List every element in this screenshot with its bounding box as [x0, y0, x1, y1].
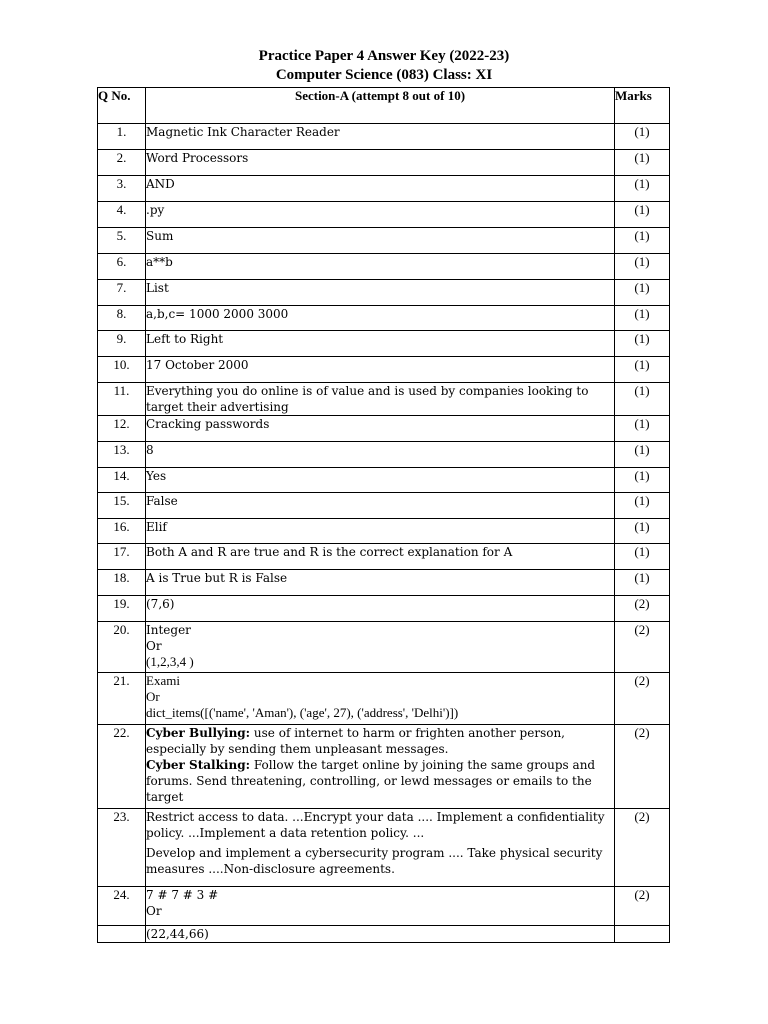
question-number: 9.: [98, 331, 146, 357]
answer-cell: 8: [146, 442, 615, 468]
marks-cell: (1): [615, 544, 670, 570]
question-number: 5.: [98, 228, 146, 254]
answer-cell: [146, 622, 615, 673]
answer-cell: Magnetic Ink Character Reader: [146, 124, 615, 150]
answer-cell: Yes: [146, 468, 615, 493]
answer-cell: AND: [146, 176, 615, 202]
table-row: [98, 570, 670, 596]
answer-cell: A is True but R is False: [146, 570, 615, 596]
answer-paragraph: [146, 757, 614, 805]
answer-cell: Both A and R are true and R is the correct explanation for A: [146, 544, 615, 570]
question-number: 14.: [98, 468, 146, 493]
marks-cell: (1): [615, 124, 670, 150]
answer-line: Or: [146, 639, 162, 653]
answer-cell: [146, 725, 615, 809]
answer-cell: Elif: [146, 519, 615, 544]
answer-paragraph: Restrict access to data. ...Encrypt your data .... Implement a confidentiality policy. ...Implement a data retention policy. ...: [146, 810, 605, 840]
table-row: [98, 725, 670, 809]
answer-paragraph: [146, 725, 614, 757]
answer-cell: [146, 809, 615, 887]
marks-cell: (1): [615, 357, 670, 383]
table-row: [98, 124, 670, 150]
table-row: [98, 254, 670, 280]
marks-cell: (1): [615, 228, 670, 254]
marks-cell: (2): [615, 725, 670, 809]
answer-paragraph: Develop and implement a cybersecurity program .... Take physical security measures ....Non-disclosure agreements.: [146, 846, 603, 876]
table-row: [98, 357, 670, 383]
question-number: 7.: [98, 280, 146, 306]
answer-key-table: [97, 87, 670, 943]
question-number: 24.: [98, 887, 146, 926]
answer-cell: Word Processors: [146, 150, 615, 176]
marks-cell: (1): [615, 570, 670, 596]
answer-line: 7 # 7 # 3 #: [146, 888, 219, 902]
question-number: 19.: [98, 596, 146, 622]
table-row: [98, 622, 670, 673]
marks-cell-empty: [615, 926, 670, 943]
answer-line: Exami: [146, 673, 180, 688]
question-number: 1.: [98, 124, 146, 150]
marks-cell: (1): [615, 468, 670, 493]
answer-cell: Left to Right: [146, 331, 615, 357]
table-row: [98, 519, 670, 544]
simple-rows: [98, 124, 670, 622]
answer-line: (1,2,3,4 ): [146, 654, 194, 669]
term-label: Cyber Bullying:: [146, 726, 251, 740]
term-definition: use of internet to harm or frighten another person, especially by sending them unpleasant messages.: [146, 726, 565, 756]
question-number: 22.: [98, 725, 146, 809]
marks-cell: (1): [615, 519, 670, 544]
table-row: [98, 544, 670, 570]
answer-line: Integer: [146, 623, 191, 637]
marks-cell: (1): [615, 331, 670, 357]
marks-cell: (1): [615, 176, 670, 202]
question-number: 12.: [98, 416, 146, 442]
table-row: [98, 596, 670, 622]
answer-cell: [146, 887, 615, 926]
answer-cell: Cracking passwords: [146, 416, 615, 442]
question-number: 2.: [98, 150, 146, 176]
term-definition: Follow the target online by joining the same groups and forums. Send threatening, controlling, or lewd messages or emails to the target: [146, 758, 596, 804]
answer-cell: a,b,c= 1000 2000 3000: [146, 306, 615, 331]
question-number: 15.: [98, 493, 146, 519]
table-row: [98, 926, 670, 943]
answer-line: Or: [146, 689, 160, 704]
marks-cell: (1): [615, 254, 670, 280]
answer-cell: List: [146, 280, 615, 306]
marks-cell: (1): [615, 383, 670, 416]
col-header-qno: Q No.: [98, 88, 146, 124]
question-number: 4.: [98, 202, 146, 228]
question-number: 8.: [98, 306, 146, 331]
question-number-empty: [98, 926, 146, 943]
table-row: [98, 150, 670, 176]
table-row: [98, 280, 670, 306]
marks-cell: (2): [615, 622, 670, 673]
marks-cell: (1): [615, 202, 670, 228]
document-subtitle: Computer Science (083) Class: XI: [275, 67, 493, 83]
table-row: [98, 228, 670, 254]
question-number: 17.: [98, 544, 146, 570]
question-number: 18.: [98, 570, 146, 596]
table-row: [98, 468, 670, 493]
question-number: 21.: [98, 673, 146, 725]
table-row: [98, 442, 670, 468]
marks-cell: (1): [615, 416, 670, 442]
answer-cell: a**b: [146, 254, 615, 280]
question-number: 11.: [98, 383, 146, 416]
table-row: [98, 306, 670, 331]
table-row: [98, 673, 670, 725]
table-row: [98, 887, 670, 926]
question-number: 16.: [98, 519, 146, 544]
marks-cell: (1): [615, 442, 670, 468]
marks-cell: (1): [615, 306, 670, 331]
answer-cell: [146, 673, 615, 725]
table-row: [98, 383, 670, 416]
answer-cell: False: [146, 493, 615, 519]
table-header-row: [98, 88, 670, 124]
question-number: 13.: [98, 442, 146, 468]
marks-cell: (2): [615, 887, 670, 926]
table-row: [98, 416, 670, 442]
answer-cell: Sum: [146, 228, 615, 254]
col-header-section: Section-A (attempt 8 out of 10): [146, 88, 615, 124]
table-row: [98, 493, 670, 519]
question-number: 23.: [98, 809, 146, 887]
table-row: [98, 809, 670, 887]
marks-cell: (1): [615, 280, 670, 306]
answer-line: Or: [146, 904, 162, 918]
question-number: 20.: [98, 622, 146, 673]
question-number: 10.: [98, 357, 146, 383]
marks-cell: (2): [615, 673, 670, 725]
marks-cell: (2): [615, 809, 670, 887]
term-label: Cyber Stalking:: [146, 758, 251, 772]
table-row: [98, 331, 670, 357]
answer-cell: .py: [146, 202, 615, 228]
answer-cell: (7,6): [146, 596, 615, 622]
document-title: Practice Paper 4 Answer Key (2022-23): [258, 48, 510, 64]
marks-cell: (1): [615, 493, 670, 519]
answer-cell: Everything you do online is of value and is used by companies looking to target their advertising: [146, 383, 615, 416]
marks-cell: (2): [615, 596, 670, 622]
question-number: 6.: [98, 254, 146, 280]
col-header-marks: Marks: [615, 88, 670, 124]
question-number: 3.: [98, 176, 146, 202]
answer-line: dict_items([('name', 'Aman'), ('age', 27), ('address', 'Delhi')]): [146, 705, 459, 720]
document-header: [0, 47, 768, 85]
marks-cell: (1): [615, 150, 670, 176]
answer-cell: 17 October 2000: [146, 357, 615, 383]
table-row: [98, 202, 670, 228]
answer-cell: (22,44,66): [146, 926, 615, 943]
table-row: [98, 176, 670, 202]
